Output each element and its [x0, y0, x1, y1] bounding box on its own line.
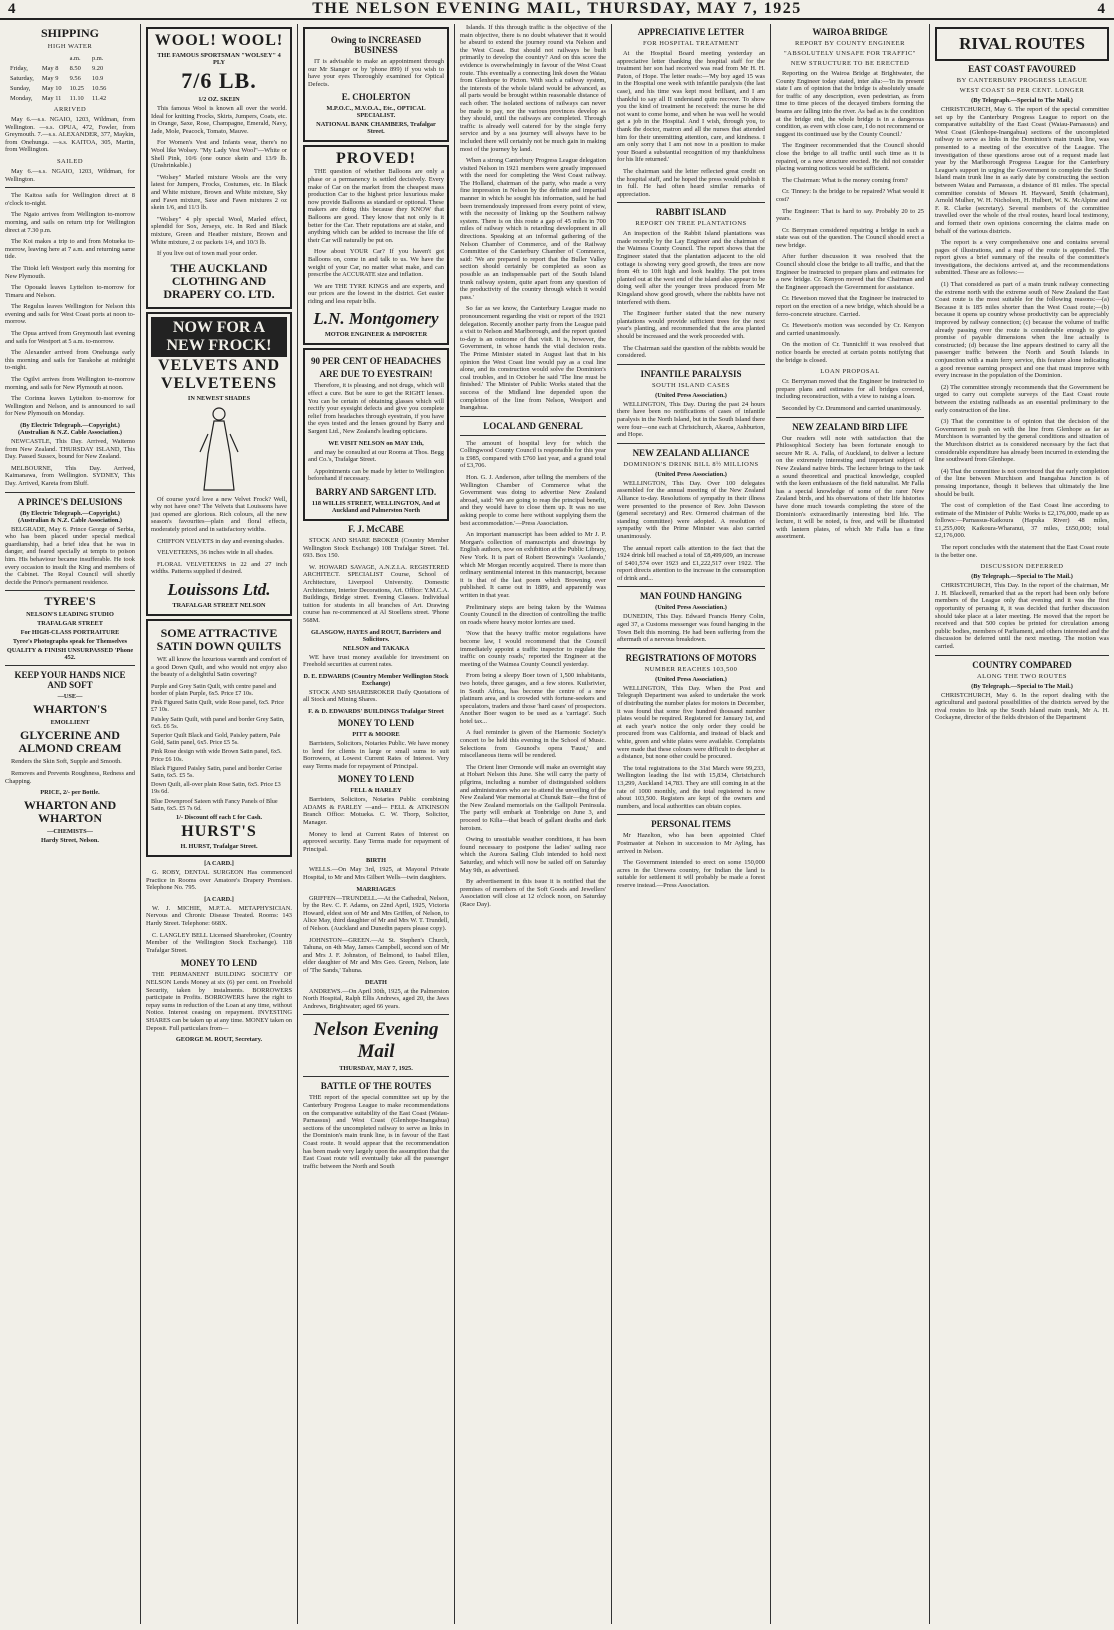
- fell-text: Money to lend at Current Rates of Interest on approved security. Easy Terms made for repayment of Principal.: [303, 830, 449, 853]
- shipping-paragraph: The Koi makes a trip to and from Motueka to-morrow, leaving here at 7 a.m. and returning same tide.: [5, 238, 135, 261]
- tide-cell: 11.42: [92, 95, 107, 102]
- wool-text: "Wolsey" 4 ply special Wool, Marled effect, splendid for Sox, Jerseys, etc. In Red and Black mixture, Green and Heather mixture, Brown and White mixture, 2 oz packets 1/4, and 10/3 lb.: [151, 215, 287, 246]
- column-2: [141, 24, 297, 1624]
- local-item: The amount of hospital levy for which the Collingwood County Council is responsible for this year is £985, compared with £760 last year, and a grand total of £3,706.: [460, 439, 606, 470]
- visit-nelson: WE VISIT NELSON on MAY 13th,: [328, 439, 424, 447]
- montgomery-signature: L.N. Montgomery: [313, 309, 439, 329]
- tide-cell: Monday,: [10, 95, 33, 102]
- glasgow-heading: GLASGOW, HAYES and ROUT, Barristers and Solicitors.: [310, 628, 442, 643]
- arrived-label: ARRIVED: [53, 106, 87, 113]
- tide-cell: 11.10: [69, 95, 84, 102]
- quilts-advertisement: [146, 619, 292, 857]
- article-heading: RABBIT ISLAND: [655, 207, 727, 218]
- tide-header-row: [7, 55, 109, 63]
- visit-text: and may be consulted at our Rooms at Thos. Begg and Co.'s, Trafalgar Street.: [308, 448, 444, 464]
- whartons-name: WHARTON'S: [32, 702, 108, 717]
- whartons-price: PRICE, 2/- per Bottle.: [40, 789, 100, 797]
- death-heading: DEATH: [365, 978, 387, 986]
- tide-row: [7, 65, 109, 73]
- tide-header-cell: [39, 55, 65, 63]
- wool-advertisement: [146, 27, 292, 309]
- bell-text: C. LANGLEY BELL Licensed Sharebroker, (Country Member of the Wellington Stock Exchange). 118 Trafalgar Street.: [146, 931, 292, 954]
- divider: [617, 586, 765, 587]
- barry-sargent-heading: BARRY AND SARGENT LTD.: [315, 487, 437, 497]
- tyrees-line: Tyree's Photographs speak for Themselves: [12, 638, 128, 646]
- tyres-advertisement: [303, 145, 449, 345]
- article-subheading: NUMBER REACHES 103,500: [644, 665, 738, 673]
- velvets-text: FLORAL VELVETEENS in 22 and 27 inch widths. Patterns supplied if desired.: [151, 560, 287, 576]
- whartons-address: Hardy Street, Nelson.: [41, 837, 99, 845]
- tide-row: [7, 75, 109, 83]
- local-item: An important manuscript has been added to Mr J. P. Morgan's collection of manuscripts and drawings by English authors, now on exhibition at the Public Library, New York. It is part of Robert Browning's 'Asolando,' which Mr Morgan recently acquired. There is more than ordinary sentimental interest in this manuscript, because it is that of the last poem which Browning ever published. It came out in 1889, and apparently was written in that year.: [460, 531, 606, 599]
- article-body: The Engineer: That is hard to say. Probably 20 to 25 years.: [776, 207, 924, 223]
- barry-sargent-address: 118 WILLIS STREET, WELLINGTON, And at Auckland and Palmerston North: [311, 500, 441, 514]
- pitt-moore: PITT & MOORE: [352, 730, 400, 738]
- tide-cell: 9.56: [69, 75, 81, 82]
- shipping-paragraph: The Ngaio arrives from Wellington to-morrow morning, and sails on return trip for Wellington direct at 7.30 p.m.: [5, 211, 135, 234]
- press-credit: (United Press Association.): [655, 391, 727, 399]
- local-item: The Orient liner Ormonde will make an overnight stay at Hobart Nelson this June. She will carry the party of pilgrims, including a number of distinguished soldiers and administrators who are to attend the unveiling of the New Zealand War memorial at Chunuk Bair—the first of the New Zealand memorials on the Gallipoli Peninsula. The party will embark at Tonbridge on June 3, and proceed to Kilia—that beach of gallant deaths and dark heroism.: [460, 763, 606, 832]
- edwards-heading: D. E. EDWARDS (Country Member Wellington Stock Exchange): [303, 672, 449, 687]
- editorial-heading: BATTLE OF THE ROUTES: [320, 1081, 432, 1092]
- article-body: Seconded by Cr. Drummond and carried unanimously.: [782, 404, 922, 412]
- money-signature: GEORGE M. ROUT, Secretary.: [175, 1036, 263, 1044]
- card-label: [A CARD.]: [204, 895, 234, 903]
- divider: [617, 443, 765, 444]
- article-body: CHRISTCHURCH, May 6. In the report dealing with the agricultural and pastoral possibilities of the districts served by the rival routes to link up the South Island main trunk, Mr A. H. Cockayne, director of the fields division of the Department: [935, 691, 1109, 722]
- tide-cell: May 10: [41, 85, 62, 92]
- article-heading: COUNTRY COMPARED: [972, 659, 1072, 670]
- quilt-item: Superior Quilt Black and Gold, Paisley pattern, Pale Gold, Satin panel, 6x5. Price £5 5s.: [151, 732, 281, 747]
- whartons-use: —USE—: [57, 693, 83, 701]
- article-heading: REGISTRATIONS OF MOTORS: [625, 652, 757, 663]
- divider: [303, 1014, 449, 1015]
- article-body: On the motion of Cr. Tunnicliff it was resolved that notice boards be erected at certain points notifying that the bridge is closed.: [776, 341, 924, 364]
- article-heading: PERSONAL ITEMS: [651, 819, 731, 830]
- tyrees-line: QUALITY & FINISH UNSURPASSED 'Phone 452.: [6, 647, 134, 662]
- newcastle-news: NEWCASTLE, This Day. Arrived, Waitemo from New Zealand. THURSDAY ISLAND, This Day. Passed Sussex, bound for New Zealand.: [5, 438, 135, 461]
- article-subheading: DOMINION'S DRINK BILL 8½ MILLIONS: [623, 460, 759, 468]
- article-body: After further discussion it was resolved that the Council should close the bridge to all traffic, and that the Engineer be instructed to prepare plans and estimates for a new bridge. Cr. Kenyon moved that the Chairman and the Engineer approach the Government for assistance.: [776, 253, 924, 291]
- article-heading: INFANTILE PARALYSIS: [640, 368, 742, 379]
- article-body: WELLINGTON, This Day. During the past 24 hours there have been no notifications of cases of infantile paralysis in the North Island, but in the South Island there were four—one each at Christchurch, Akaroa, Ashburton, and Hope.: [617, 400, 765, 439]
- proved-text: How about YOUR Car? If you haven't got Balloons on, come in and talk to us. We have the weight of your Car, no matter what make, and can prescribe the ACCURATE size and inflation.: [308, 248, 444, 279]
- rival-routes-heading: RIVAL ROUTES: [959, 34, 1085, 53]
- whartons-signature: WHARTON AND WHARTON: [23, 798, 117, 826]
- page-number-right: 4: [1097, 0, 1106, 17]
- velvets-text: Of course you'd love a new Velvet Frock? Well, why not have one? The Velvets that Louissons have just opened are glorious. Rich colours, all the new season's favourites—plain and floral effects, moderately priced and in satisfactory widths.: [151, 495, 287, 534]
- shipping-paragraph: The Corinna leaves Lyttelton to-morrow for Wellington and Nelson, and is announced to sail for New Plymouth on Monday.: [5, 395, 135, 418]
- press-credit: (United Press Association.): [655, 675, 727, 683]
- quilt-item: Black Figured Paisley Satin, panel and border Cerise Satin, 6x5. £5 5s.: [151, 764, 282, 780]
- divider: [460, 435, 606, 436]
- divider: [776, 417, 924, 418]
- article-body: The Government intended to erect on some 150,000 acres in the Urewera country, for Indian the land is suitable for settlement it will probably be made a forest reserve instead.—Press Association.: [617, 859, 765, 889]
- shipping-heading: SHIPPING: [40, 26, 99, 40]
- money-to-lend-text: Barristers, Solicitors, Notaries Public. We have money to lend for clients in large or small sums to suit Borrowers, at Lowest Current Rates of Interest. Very easy Terms made for repayment of Principal.: [303, 739, 449, 770]
- money-text: THE PERMANENT BUILDING SOCIETY OF NELSON Lends Money at six (6) per cent. on Freehold Security, taken by instalments. BORROWERS participate in Profits. BORROWERS have the right to repay sums in reduction of the Loan at any time, without Notice. Interest ceasing on repayment. INVESTING SHARES can be taken up at any time. MONEY taken on Deposit. Full particulars from—: [146, 971, 292, 1032]
- editorial-text: When a strong Canterbury Progress League delegation visited Nelson in 1921 members were greatly impressed with the need for completing the West Coast railway. The Holland, chairman of the party, who made a very fine impression in Nelson by the definite and impartial manner in which he sought his information, said he had been tremendously impressed from every point of view, with the necessity of linking up the Southern railway system. There is on this route a gap of 45 miles in 700 miles of railway which is retarding development in all directions. Speaking at an informal gathering of the Nelson Chamber of Commerce, and of the Railway Committee of the Canterbury Chamber of Commerce, said: 'We are prepared to report that the Buller Valley section should certainly be completed as soon as possible as an indispensable part of the South Island trunk railway system, quite apart from any question of the productivity of the country through which it would pass.': [460, 157, 606, 301]
- whartons-description: Renders the Skin Soft, Supple and Smooth.: [11, 758, 122, 766]
- telegraph-credit: (By Telegraph.—Special to The Mail.): [971, 573, 1073, 581]
- velvets-shades: IN NEWEST SHADES: [187, 394, 251, 402]
- editorial-text: So far as we know, the Canterbury League made no pronouncement regarding the visit or report of the 1921 delegation. Recently another party from the League paid a visit to Nelson and Marlborough, and the report quoted to-day is an outcome of that visit. It is, however, the Government, in whose hands the vital decision rests. The Prime Minister stated in August last that in his opinion the West Coast line would pay as a coal line alone, and its construction would solve the Dominion's coal troubles, and in October he said 'The line must be finished.' The Minister of Public Works stated that the success of the Midland line depended upon the completion of the line from Nelson, Westport and Inangahua.: [460, 305, 606, 412]
- press-credit: (United Press Association.): [655, 604, 727, 612]
- column-1: [0, 24, 140, 1624]
- column-6: [771, 24, 929, 1624]
- column-7: [930, 24, 1114, 1624]
- tyrees-heading: TYREE'S: [44, 594, 96, 609]
- hursts-heading: HURST'S: [181, 823, 257, 841]
- shipping-paragraph: The Opua arrived from Greymouth last evening and sails for Westport at 5 a.m. to-morrow.: [5, 330, 135, 345]
- article-body: Cr. Hewetson moved that the Engineer be instructed to report on the erection of a new bridge, which should be a ferro-concrete structure. Carried.: [776, 295, 924, 318]
- increased-business-heading: Owing to INCREASED BUSINESS: [330, 35, 422, 55]
- shipping-paragraph: The Ogilvi arrives from Wellington to-morrow morning, and sails for New Plymouth at noon.: [5, 376, 135, 391]
- column-5: [612, 24, 770, 1624]
- hursts-name: H. HURST, Trafalgar Street.: [180, 843, 258, 851]
- article-subheading: LOAN PROPOSAL: [820, 368, 880, 376]
- article-heading: NEW ZEALAND ALLIANCE: [632, 447, 750, 458]
- article-subheading: DISCUSSION DEFERRED: [980, 563, 1064, 571]
- tide-table: [5, 53, 111, 105]
- article-subheading: SOUTH ISLAND CASES: [652, 381, 730, 389]
- article-body: BELGRADE, May 6. Prince George of Serbia, who has been placed under special medical guardianship, had a brief idea that he was in danger, and feared specially at tempts to poison him. His behaviour became insufferable. He took every occasion to insult the King and members of the Cabinet. The Royal Council will shortly decide the Prince's permanent residence.: [5, 525, 135, 586]
- card-text: G. ROBY, DENTAL SURGEON Has commenced Practice in Rooms over Amatore's Drapery Premises. Telephone No. 795.: [146, 869, 292, 892]
- wool-price: 7/6 LB.: [181, 68, 257, 93]
- cable-credit: (By Electric Telegraph.—Copyright.) (Australian & N.Z. Cable Association.): [17, 422, 123, 436]
- tide-cell: 9.20: [92, 65, 104, 72]
- article-body: The annual report calls attention to the fact that the 1924 drink bill reached a total of £8,499,609, an increase of £401,574 over 1923 and £1,222,517 over 1922. The report directs attention to the increase in the consumption of drink and...: [617, 544, 765, 582]
- article-heading: NEW ZEALAND BIRD LIFE: [792, 421, 908, 432]
- quilt-item: Down Quilt, all-over plain Rose Satin, 6x5. Price £3 19s 6d.: [151, 781, 281, 796]
- article-body: CHRISTCHURCH, May 6. The report of the special committee set up by the Canterbury Progress League to report on the comparative suitability of the East Coast (Waiau-Parnassus) and West Coast (Glenhope-Inangahua) sections of the uncompleted railway to serve as links in the Dominion's main trunk line, was presented to a meeting of the executive of the League. The investigation of these questions arose out of a request made last year by the Marlborough Progress League for the Canterbury League's support in urging the Government to complete the South Island main trunk line in as early date by constructing the section between Waiau and Parnassus, a distance of 81 miles. The special committee consists of Messrs H. Hayward, Smith (chairman), Arnold Mulher, W. H. Nicholson, H. Hulbert, W. K. McAlpine and F. R. Clarke (secretary). Several members of the committee travelled over the whole of the rival routes, heard local testimony, and formed their own opinions concerning the claims made on behalf of the various districts.: [935, 106, 1109, 235]
- wool-heading: WOOL! WOOL!: [154, 32, 284, 49]
- eyestrain-heading: ARE DUE TO EYESTRAIN!: [319, 369, 433, 380]
- arrived-text: May 6.—s.s. NGAIO, 1203, Wildman, from Wellington. —s.s. OPUA, 472, Fowler, from Greymouth. 7.—s.s. ALEXANDER, 377, Maykin, from Onehunga. —s.s. KAITOA, 305, Martin, from Wellington.: [5, 116, 135, 154]
- nelson-takaka: NELSON and TAKAKA: [342, 644, 410, 652]
- proved-text: We are THE TYRE KINGS and are experts, and our prices are the lowest in the district. Get easier riding and less repair bills.: [308, 282, 444, 305]
- tide-cell: Sunday,: [10, 85, 31, 92]
- divider: [617, 364, 765, 365]
- mccabe-text: STOCK AND SHARE BROKER (Country Member Wellington Stock Exchange) 108 Trafalgar Street. Tel. 693. Box 150.: [303, 537, 449, 560]
- whartons-lead: KEEP YOUR HANDS NICE AND SOFT: [14, 670, 126, 691]
- tyrees-line: For HIGH-CLASS PORTRAITURE: [20, 629, 120, 637]
- edwards-text: STOCK AND SHAREBROKER Daily Quotations of all Stock and Mining Shares.: [303, 688, 449, 704]
- velvets-text: VELVETEENS, 36 inches wide in all shades.: [157, 549, 274, 557]
- telegraph-credit: (By Telegraph.—Special to The Mail.): [971, 682, 1073, 690]
- article-body: Cr. Berryman moved that the Engineer be instructed to prepare plans and estimates for all bridges covered, including reconstruction, with a view to raising a loan.: [776, 378, 924, 401]
- article-body: Our readers will note with satisfaction that the Philosophical Society has been fortunate enough to secure Mr R. A. Falla, of Auckland, to deliver a lecture on the extremely interesting and important subject of New Zealand native birds. The lecturer brings to the task a sound theoretical and practical knowledge, coupled with the keen enthusiasm of the field naturalist. Mr Falla has a special knowledge of some of the rarer New Zealand birds, and his observations of their life histories have done much towards completing the store of the Dominion's extraordinarily interesting bird life. The lecture, it will be noted, is free, and will be illustrated with lantern plates, of which Mr Falla has a fine assortment.: [776, 434, 924, 541]
- shipping-paragraph: The Alexander arrived from Onehunga early this morning and sails for Tarakohe at midnight to-night.: [5, 349, 135, 372]
- nelson-evening-mail-logo: Nelson Evening Mail: [313, 1019, 439, 1063]
- tide-header-cell: a.m.: [69, 55, 81, 62]
- article-body: The report is a very comprehensive one and contains several pages of illustrations, and a map of the route is appended. The report gives a brief summary of the results of the committee's investigations, the decisions arrived at, and the recommendations submitted. These are as follows:—: [935, 239, 1109, 277]
- article-body: WELLINGTON, This Day. Over 100 delegates assembled for the annual meeting of the New Zealand Alliance to-day. Resolutions of sympathy in their illness were presented to the presence of Rev. John Dawson (general secretary) and Rev. Ormerod chairman of the standing committee) were adopted. A resolution of sympathy with the Prime Minister was also carried unanimously.: [617, 479, 765, 540]
- eyestrain-text: Therefore, it is pleasing, and not drugs, which will effect a cure. But be sure to get the RIGHT lenses. You can be certain of obtaining glasses which will rectify your eyesight defects and give you complete relief from headaches through eyestrain, if you have the eyes tested and the lenses ground by Barry and Sargent Ltd., New Zealand's leading opticians.: [308, 382, 444, 436]
- wool-skein: 1/2 OZ. SKEIN: [198, 96, 240, 103]
- appointments-text: Appointments can be made by letter to Wellington beforehand if necessary.: [308, 467, 444, 483]
- auckland-clothing-heading: THE AUCKLAND CLOTHING AND DRAPERY CO. LTD.: [163, 260, 275, 301]
- money-to-lend-heading: MONEY TO LEND: [337, 774, 415, 785]
- mccabe-heading: F. J. McCABE: [348, 524, 404, 534]
- article-body: The cost of completion of the East Coast line according to estimate of the Minister of Public Works is £2,176,000, made up as follows:—Parnassus-Kaikoura (Hapuka River) 48 miles, £1,255,000; Kaikoura-Wharanui, 37 miles, £650,000; total £2,176,000.: [935, 502, 1109, 540]
- whartons-description: Removes and Prevents Roughness, Redness and Chapping.: [5, 769, 135, 785]
- article-body: DUNEDIN, This Day. Edward Francis Henry Colin, aged 37, a Customs messenger was found hanging in the Town Belt this morning. He had been suffering from the aftermath of a nervous breakdown.: [617, 613, 765, 644]
- fell-text: Barristers, Solicitors, Notaries Public combining ADAMS & FARLEY —and— FELL & ATKINSON Branch Office: Motueka. C. W. Thorp, Solicitor, Manager.: [303, 796, 449, 827]
- article-heading: MAN FOUND HANGING: [640, 591, 742, 602]
- tyrees-line: TRAFALGAR STREET: [37, 620, 103, 628]
- editorial-text: Islands. If this through traffic is the objective of the main objective, there is no doubt whatever that it would be absurd to extend the journey round via Nelson and the West Coast. But should not railways be built primarily to develop the country? And on this score the evidence is overwhelmingly in favour of the West Coast route. This eventually a connecting link down the Waiau from Glenhope to Picton. With such a railway system, the interests of the whole island would be advanced, as all parts would be brought within reasonable distance of each other. The isolated sections of railways can never be made to pay, nor the various provinces develop as they should, until the railways are completed. Through traffic is already well catered for by the single ferry service and by a sea journey will always have to be included there will certainly not be much gain in making most of the journey by land.: [460, 24, 606, 153]
- birth-notice: WELLS.—On May 3rd, 1925, at Mayoral Private Hospital, to Mr and Mrs Gilbert Wells—twin daughters.: [303, 866, 449, 882]
- quilt-item: Pink Rose design with wide Brown Satin panel, 6x5. Price £6 10s.: [151, 748, 282, 763]
- article-heading: APPRECIATIVE LETTER: [637, 27, 745, 37]
- article-body: The report concludes with the statement that the East Coast route is the better one.: [935, 544, 1109, 559]
- article-subheading: BY CANTERBURY PROGRESS LEAGUE: [956, 77, 1088, 84]
- article-body: Cr. Tinney: Is the bridge to be repaired? What would it cost?: [776, 188, 924, 203]
- article-body: (3) That the committee is of opinion that the decision of the Government to push on with the line from Glenhope as far as Murchison is warranted by the general conditions and situation of the Murchison district as is considered necessary by the fact that considerable expenditure has already been incurred in extending the line southward from Glenhope.: [935, 418, 1109, 464]
- marriage-notice: JOHNSTON—GREEN.—At St. Stephen's Church, Tahuna, on 4th May, James Campbell, second son of Mr and Mrs J. F. Johnston, of Belmond, to Isabel Ellen, elder daughter of Mr and Mrs Geo. Green, Nelson, late of 'The Sands,' Tahuna.: [303, 936, 449, 974]
- shipping-paragraph: The Titoki left Westport early this morning for New Plymouth.: [5, 264, 135, 280]
- article-body: The Chairman: What is the money coming from?: [782, 176, 908, 184]
- local-item: By advertisement in this issue it is notified that the premises of members of the Soft Goods and Jewellers' Association will close at 12 o'clock noon, on Saturday (Race Day).: [460, 878, 606, 908]
- column-4: [455, 24, 611, 1624]
- local-general-heading: LOCAL AND GENERAL: [483, 420, 583, 431]
- article-body: The total registrations to the 31st March were 99,233, Wellington leading the list with 15,834, Christchurch 13,299, Auckland 14,783. They are still coming in at the rate of 1000 monthly, and the total registered is now about 103,500. Registers are kept of the owners and numbers, and local authorities can obtain copies.: [617, 764, 765, 810]
- birth-heading: BIRTH: [365, 857, 387, 865]
- headaches-heading: 90 PER CENT OF HEADACHES: [310, 356, 442, 367]
- glasgow-text: WE have trust money available for investment on Freehold securities at current rates.: [303, 653, 449, 669]
- cable-credit: (By Electric Telegraph.—Copyright.) (Australian & N.Z. Cable Association.): [17, 509, 123, 524]
- divider: [617, 202, 765, 203]
- divider: [5, 665, 135, 666]
- louissons-address: TRAFALGAR STREET NELSON: [172, 602, 266, 610]
- article-body: The Engineer further stated that the new nursery plantations would provide sufficient trees for the next year's planting, and recommended that the area planted should be increased and the work proceeded with.: [617, 310, 765, 340]
- card-label: [A CARD.]: [204, 860, 234, 868]
- article-subheading: REPORT ON TREE PLANTATIONS: [635, 220, 747, 228]
- article-heading: A PRINCE'S DELUSIONS: [17, 496, 123, 507]
- cholerton-qualifications: M.P.O.C., M.V.O.A., Etc., OPTICAL SPECIALIST.: [326, 105, 426, 120]
- divider: [617, 648, 765, 649]
- montgomery-subtitle: MOTOR ENGINEER & IMPORTER: [324, 331, 428, 339]
- telegraph-credit: (By Telegraph.—Special to The Mail.): [971, 97, 1073, 104]
- wool-text: This famous Wool is known all over the world. Ideal for knitting Frocks, Skirts, Jumpers, Coats, etc. in Orange, Saxe, Rose, Champagne, Emerald, Navy, Jade, Mole, Peacock, Tomato, Mauve.: [151, 105, 287, 135]
- divider: [5, 492, 135, 493]
- article-heading: WAIROA BRIDGE: [812, 27, 888, 37]
- money-heading: MONEY TO LEND: [180, 958, 258, 969]
- article-body: The Engineer recommended that the Council should close the bridge to all traffic until such time as it is repaired, or a new structure erected. He did not consider placing warning notices would be sufficient.: [776, 142, 924, 173]
- tide-header-cell: [7, 55, 37, 63]
- new-frock-banner: NOW FOR A NEW FROCK!: [151, 317, 287, 357]
- marriages-heading: MARRIAGES: [356, 885, 396, 893]
- article-subheading: WEST COAST 58 PER CENT. LONGER: [959, 87, 1085, 94]
- shipping-paragraph: The Opouaki leaves Lyttelton to-morrow for Timaru and Nelson.: [5, 284, 135, 299]
- proved-text: THE question of whether Balloons are only a phase or a permanency is settled decisively. Every make of Car on the market from the cheapest mass production Car to the highest price luxurious make now provide Balloons as standard or optional. These makers are doing this because they KNOW that Balloons are good. They know that not only is it better for the Car. Their reputations are at stake, and anything which can be added to increase the life of their Car will naturally be put on.: [308, 168, 444, 244]
- article-body: An inspection of the Rabbit Island plantations was made recently by the Lay Engineer and the chairman of the Waimea County Council. The report shows that the Engineer stated that the plantation adjacent to the old cottage is showing very good growth, the trees are now from 4ft to 10ft high and look healthy. The pot trees planted out at the west end of the island also appear to be doing well after the younger trees produced from Mr Kingsland show good growth, where the rabbits have not interfered with them.: [617, 230, 765, 306]
- article-body: The Chairman said the question of the rabbits would be considered.: [617, 344, 765, 360]
- tide-cell: May 9: [41, 75, 59, 82]
- cholerton-name: E. CHOLERTON: [341, 92, 411, 103]
- article-subheading: FOR HOSPITAL TREATMENT: [642, 40, 740, 47]
- article-body: Reporting on the Wairoa Bridge at Brightwater, the County Engineer today stated, inter alia:—'In its present state I am of opinion that the bridge is absolutely unsafe for traffic of any description, even pedestrian, as from time to time pieces of the decayed timbers forming the beams are falling into the river. As bad as is the condition at the bridge end, the whole bridge is in a dangerous condition, as even with close care, I do not recommend or suggest its continued use by the County Council.': [776, 70, 925, 138]
- local-item: From being a sleepy Boer town of 1,500 inhabitants, two hotels, three garages, and a few stores. Kuilsrivier, in South Africa, has become the centre of a new platinum area, and is crowded with fortune-seekers and speculators, traders and those 'hard cases' of prospectors. Another Boer wagon to be used as a 'carriage'. Such hotel tax...: [460, 672, 606, 725]
- wool-text: If you live out of town mail your order.: [157, 250, 258, 258]
- article-body: Cr. Berryman considered repairing a bridge in such a state was out of the question. The Council should erect a new bridge.: [776, 226, 924, 249]
- quilt-item: Purple and Grey Satin Quilt, with centre panel and border of plain Purple, 6x5. Price £7 10s.: [151, 682, 277, 698]
- article-body: WELLINGTON, This Day. When the Post and Telegraph Department was asked to undertake the work of distributing the number plates for motors in December, it was found that some five hundred thousand number plates would be required. Registered for January 1st, and at each year's notice the only order they could be procured from was California, and instead of black and white, green and white plates were available. Complaints were made that these colours were difficult to decipher at a distance, but none other could be procured.: [617, 684, 765, 761]
- quilt-item: Blue Downproof Sateen with Fancy Panels of Blue Satin, 6x5. £5 7s 6d.: [151, 797, 278, 812]
- money-to-lend-heading: MONEY TO LEND: [337, 717, 415, 728]
- article-body: CHRISTCHURCH, This Day. In the report of the chairman, Mr J. H. Blackwell, remarked that as the report had been only before members of the League only that evening and it was the first opportunity of perusing it, it was decided that further discussion should take place at a later meeting. He moved that the report be received and that 500 copies be printed for circulation among public bodies, members of Parliament, and others interested and the discussion be deferred until the next meeting. The motion was carried.: [935, 582, 1109, 650]
- melbourne-news: MELBOURNE, This Day. Arrived, Kaimanawa, from Wellington. SYDNEY, This Day. Arrived, Kareta from Bluff.: [5, 464, 135, 487]
- article-subheading: NEW STRUCTURE TO BE ERECTED: [790, 60, 910, 67]
- velvets-advertisement: [146, 312, 292, 616]
- article-body: (2) The committee strongly recommends that the Government be urged to carry out complete surveys of the East Coast route between the existing railheads as an essential preliminary to the early construction of the line.: [935, 383, 1109, 414]
- article-body: At the Hospital Board meeting yesterday an appreciative letter thanking the hospital staff for the treatment her son had received was read from Mr H. H. Paton, of Hope. The letter reads:—'My boy aged 15 was in the Hospital one week with infantile paralysis (the last case), and his time was kept most brilliant, and I am thankful to say all II understand quite recover. To show you the kind of treatment he received: the nurse he did not want to come home, and when he was well he would get a job in the Hospital. And I wish, through you, to thank the doctor, matron and all the nurses that attended him for their unremitting attention, care, and kindness. I am only sorry that I am not now in a position to make your Board a substantial recognition of my thankfulness for his life returned.': [617, 50, 765, 164]
- article-subheading: REPORT BY COUNTY ENGINEER: [795, 40, 905, 47]
- local-item: 'Now that the heavy traffic motor regulations have become law, I would recommend that the Council immediately appoint a traffic inspector to regulate the traffic on county roads,' reported the Engineer at the meeting of the Waimea County Council yesterday.: [460, 630, 606, 668]
- newspaper-title: THE NELSON EVENING MAIL, THURSDAY, MAY 7, 1925: [312, 0, 802, 17]
- tide-row: [7, 95, 109, 103]
- local-item: A fuel reminder is given of the Harmonic Society's concert to be held this evening in the School of Music. Selections from Gounod's opera 'Faust,' and miscellaneous items will be rendered.: [460, 729, 606, 760]
- marriage-notice: GRIFFEN—TRUNDELL.—At the Cathedral, Nelson, by the Rev. C. F. Adams, on 22nd April, 1925, Victoria Howard, eldest son of Mr and Mrs Griffen, of Nelson, to Alice May, third daughter of Mr and Mrs W. T. Trundell, of Nelson. (Auckland and Dunedin papers please copy).: [303, 894, 449, 932]
- divider: [5, 590, 135, 591]
- divider: [460, 416, 606, 417]
- wool-subheading: THE FAMOUS SPORTSMAN "WOLSEY" 4 PLY: [157, 52, 281, 66]
- tide-cell: May 11: [41, 95, 62, 102]
- optician-text: IT is advisable to make an appointment through our Mr Stanger or by 'phone 899) if you wish to have your eyes Thoroughly examined for Optical Defects.: [308, 58, 444, 88]
- masthead: [0, 0, 1114, 20]
- tide-cell: May 8: [41, 65, 59, 72]
- tide-header-cell: p.m.: [92, 55, 104, 62]
- wool-text: For Women's Vest and Infants wear, there's no Wool like Wolsey. "My Lady Vest Wool"—White or Shell Pink, 10/6 (one ounce skein and 13/9 lb. (Unshrinkable.): [151, 139, 287, 170]
- divider: [617, 814, 765, 815]
- rival-routes-headline-box: [935, 27, 1109, 61]
- divider: [935, 655, 1109, 656]
- tide-row: [7, 85, 109, 93]
- whartons-emollient: EMOLLIENT: [50, 719, 90, 727]
- fell-harley: FELL & HARLEY: [350, 787, 402, 795]
- article-body: (4) That the committee is not convinced that the early completion of the line between Murchison and Inangahua Junction is of pressing importance, though it believes that ultimately the line should be built.: [935, 467, 1109, 498]
- divider: [5, 187, 135, 188]
- article-subheading: EAST COAST FAVOURED: [968, 64, 1076, 74]
- quilts-discount: 1/- Discount off each £ for Cash.: [175, 814, 263, 822]
- article-subheading: ALONG THE TWO ROUTES: [976, 672, 1068, 680]
- tide-cell: Friday,: [10, 65, 28, 72]
- editorial-date: THURSDAY, MAY 7, 1925.: [339, 1065, 413, 1073]
- local-item: Preliminary steps are being taken by the Waimea County Council in the direction of controlling the traffic on roads where heavy motor lorries are used.: [460, 603, 606, 626]
- article-subheading: "ABSOLUTELY UNSAFE FOR TRAFFIC": [784, 50, 916, 57]
- tide-cell: 10.25: [69, 85, 84, 92]
- quilts-text: WE all know the luxurious warmth and comfort of a good Down Quilt, and who would not enjoy also the beauty of a delightful Satin covering?: [151, 656, 287, 679]
- whartons-chemists: —CHEMISTS—: [47, 828, 93, 836]
- article-body: The chairman said the letter reflected great credit on the hospital staff, and he hoped the press would publish it in full. He had often heard similar remarks of appreciation.: [617, 167, 765, 198]
- tyrees-line: NELSON'S LEADING STUDIO: [26, 611, 114, 619]
- article-body: Cr. Hewetson's motion was seconded by Cr. Kenyon and carried unanimously.: [776, 322, 924, 337]
- eyestrain-advertisement: [303, 348, 449, 521]
- wool-text: "Wolsey" Marled mixture Wools are the very latest for Jumpers, Frocks, Costumes, etc. In Black and White mixture, Brown and White mixture, Sky and Fawn mixture, Saxe and Fawn mixtures 2 oz skein 1/6, and 11/3 lb.: [151, 173, 287, 212]
- local-item: Owing to unsuitable weather conditions, it has been found necessary to postpone the ladies' sailing race which the Aurora Sailing Club intended to hold next Saturday, and which will now be sailed off on Saturday May 9th, as advertised.: [460, 836, 606, 874]
- local-item: Hon. G. J. Anderson, after telling the members of the Wellington Chamber of Commerce what the Government was doing to advertise New Zealand abroad, said: 'We are going to reap the principal benefit, and they would have to close them up. It was no use asking people to come here without supplying them the best accommodation.'—Press Association.: [460, 474, 606, 527]
- savage-text: W. HOWARD SAVAGE, A.N.Z.I.A. REGISTERED ARCHITECT. SPECIALIST Course, School of Architecture, Liverpool University. Domestic Architecture, Interior Decorations, Art. Office: Y.M.C.A. Buildings, Bridge street. Evening Classes. Individual tuition for students in all branches of Art. Drawing course has re-commenced at Al Stoellens street. 'Phone 568M.: [303, 563, 449, 624]
- sailed-text: May 6.—s.s. NGAIO, 1203, Wildman, for Wellington.: [5, 167, 135, 183]
- quilt-item: Paisley Satin Quilt, with panel and border Grey Satin, 6x5. £6 5s.: [151, 715, 285, 730]
- whartons-product: GLYCERINE AND ALMOND CREAM: [18, 728, 122, 756]
- tide-cell: Saturday,: [10, 75, 34, 82]
- woman-in-frock-illustration-icon: [194, 404, 244, 494]
- louissons-logo: Louissons Ltd.: [167, 580, 271, 600]
- shipping-paragraph: The Kaitoa sails for Wellington direct at 8 o'clock to-night.: [5, 192, 135, 207]
- card-text: W. J. MICHIE, M.P.T.A. METAPHYSICIAN. Nervous and Chronic Disease Treated. Rooms: 143 Hardy Street. Telephone: 668X.: [146, 904, 292, 928]
- death-notice: ANDREWS.—On April 30th, 1925, at the Palmerston North Hospital, Ralph Ellis Andrews, aged 20, the Jaws Andrews, Brightwater; aged 66 years.: [303, 987, 449, 1010]
- divider: [303, 1076, 449, 1077]
- article-body: Mr Hazelton, who has been appointed Chief Postmaster at Nelson in succession to Mr Ayling, has arrived in Nelson.: [617, 832, 765, 855]
- tide-cell: 8.50: [69, 65, 81, 72]
- press-credit: (United Press Association.): [655, 470, 727, 478]
- optician-advertisement: [303, 27, 449, 142]
- shipping-paragraph: The Regulus leaves Wellington for Nelson this evening and sails for West Coast ports at noon to-morrow.: [5, 303, 135, 326]
- editorial-text: THE report of the special committee set up by the Canterbury Progress League to make recommendations on the comparative suitability of the East Coast (Waiau-Parnassus) and West Coast (Glenhope-Inangahua) sections of the uncompleted railway to serve as links in the Dominion's main trunk line, is in favour of the East Coast route. It would appear that the recommendation has been made very largely upon the assumption that the East Coast route will eventually take all the passenger traffic between the North and South: [303, 1094, 449, 1170]
- velvets-text: CHIFFON VELVETS in day and evening shades.: [157, 537, 284, 545]
- sailed-label: SAILED: [56, 157, 84, 165]
- edwards-address: F. & D. EDWARDS' BUILDINGS Trafalgar Street: [308, 707, 444, 715]
- high-water-label: HIGH WATER: [47, 43, 93, 50]
- tide-cell: 10.56: [92, 85, 107, 92]
- column-3: [298, 24, 454, 1624]
- proved-heading: PROVED!: [336, 150, 416, 168]
- tide-cell: 10.9: [92, 75, 104, 82]
- article-body: (1) That considered as part of a main trunk railway connecting the extreme north with the extreme south of New Zealand the East Coast route is the most suitable for the following reasons:—(a) Because it is 185 miles shorter than the West Coast route;—(b) because it opens up country whose productivity can be appreciably improved by railway connection; (c) because the volume of traffic already passing over the route is considerable enough to give promise of payable dimensions when the line actually is constructed; (d) because the line appears destined to carry all the passenger traffic between the North and South Islands in conjunction with a main ferry service, this feature alone indicating a good revenue earning prospect and one that must improve with every increase in the population of the Dominion.: [935, 281, 1109, 380]
- cholerton-address: NATIONAL BANK CHAMBERS, Trafalgar Street.: [316, 121, 436, 136]
- velvets-heading: VELVETS AND VELVETEENS: [157, 356, 280, 392]
- quilt-item: Pink Figured Satin Quilt, wide Rose panel, 6x5. Price £7 10s.: [151, 699, 284, 714]
- quilts-heading: SOME ATTRACTIVE SATIN DOWN QUILTS: [156, 626, 282, 654]
- page-number: 4: [8, 0, 17, 17]
